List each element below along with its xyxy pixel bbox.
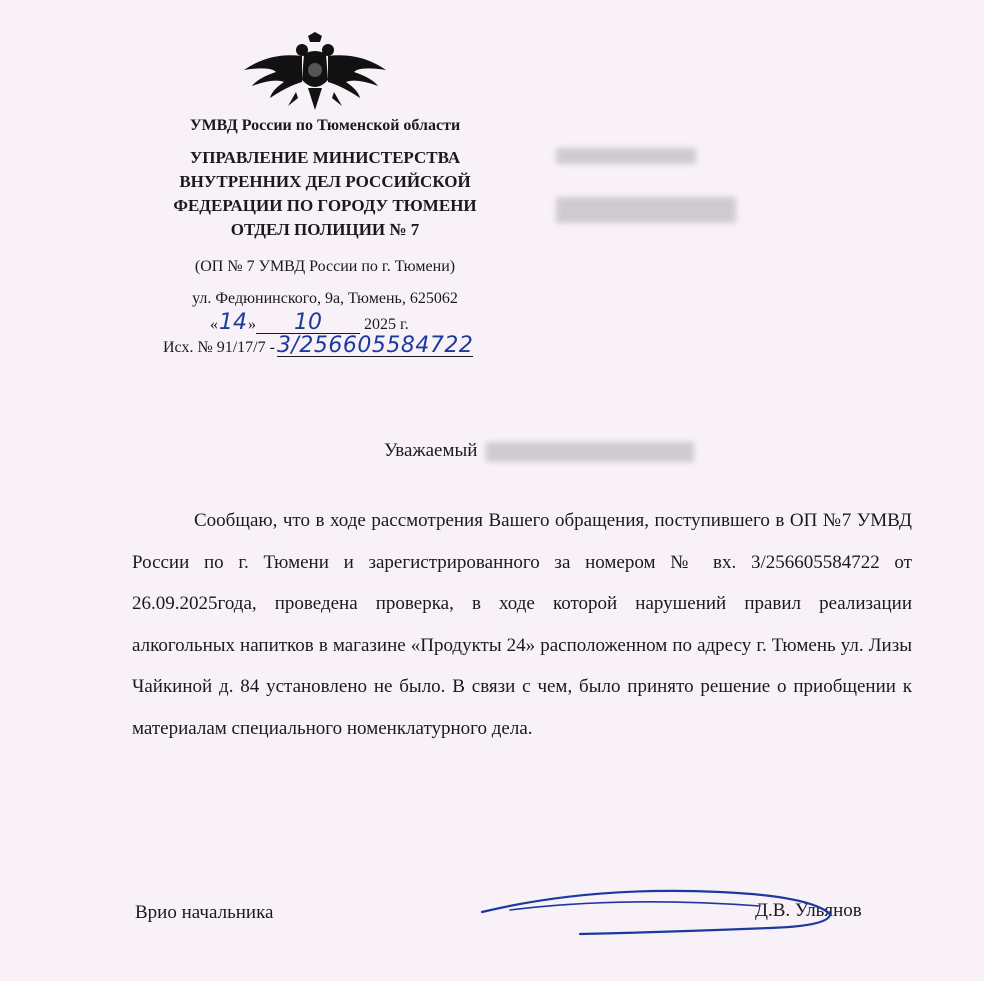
signatory-name: Д.В. Ульянов (755, 900, 862, 921)
greeting-text: Уважаемый (384, 440, 478, 461)
reference-prefix: Исх. № 91/17/7 - (163, 339, 275, 356)
redacted-recipient-line-2 (556, 197, 736, 223)
date-open-quote: « (210, 316, 218, 333)
dept-line-1: УПРАВЛЕНИЕ МИНИСТЕРСТВА (189, 148, 461, 167)
date-close-quote: » (248, 316, 256, 333)
reference-number: 3/256605584722 (276, 333, 474, 358)
dept-abbreviation: (ОП № 7 УМВД России по г. Тюмени) (194, 258, 456, 275)
letter-body (132, 500, 912, 749)
redacted-recipient-line-1 (556, 148, 696, 164)
greeting (384, 440, 694, 462)
outgoing-reference (163, 333, 583, 359)
date-month: 10 (256, 313, 360, 334)
date-year: 2025 г. (364, 316, 409, 333)
signatory-position: Врио начальника (135, 902, 274, 923)
eagle-emblem-icon (240, 32, 390, 112)
dept-line-3: ФЕДЕРАЦИИ ПО ГОРОДУ ТЮМЕНИ (173, 196, 477, 215)
dept-address: ул. Федюнинского, 9а, Тюмень, 625062 (192, 290, 458, 307)
org-name: УМВД России по Тюменской области (189, 117, 461, 134)
redacted-recipient-name (486, 442, 694, 462)
handwritten-signature (470, 878, 850, 940)
letter-body-text: Сообщаю, что в ходе рассмотрения Вашего обращения, поступившего в ОП №7 УМВД России по г. Тюмени и зарегистрированного за номером № вх. 3/256605584722 от 26.09.2025года, проведена проверка, в ходе которой нарушений правил реализации алкогольных напитков в магазине «Продукты 24» расположенном по адресу г. Тюмень ул. Лизы Чайкиной д. 84 установлено не было. В связи с чем, было принято решение о приобщении к материалам специального номенклатурного дела. (132, 510, 912, 739)
date-day: 14 (219, 310, 247, 335)
dept-line-4: ОТДЕЛ ПОЛИЦИИ № 7 (230, 220, 420, 239)
dept-line-2: ВНУТРЕННИХ ДЕЛ РОССИЙСКОЙ (179, 172, 471, 191)
